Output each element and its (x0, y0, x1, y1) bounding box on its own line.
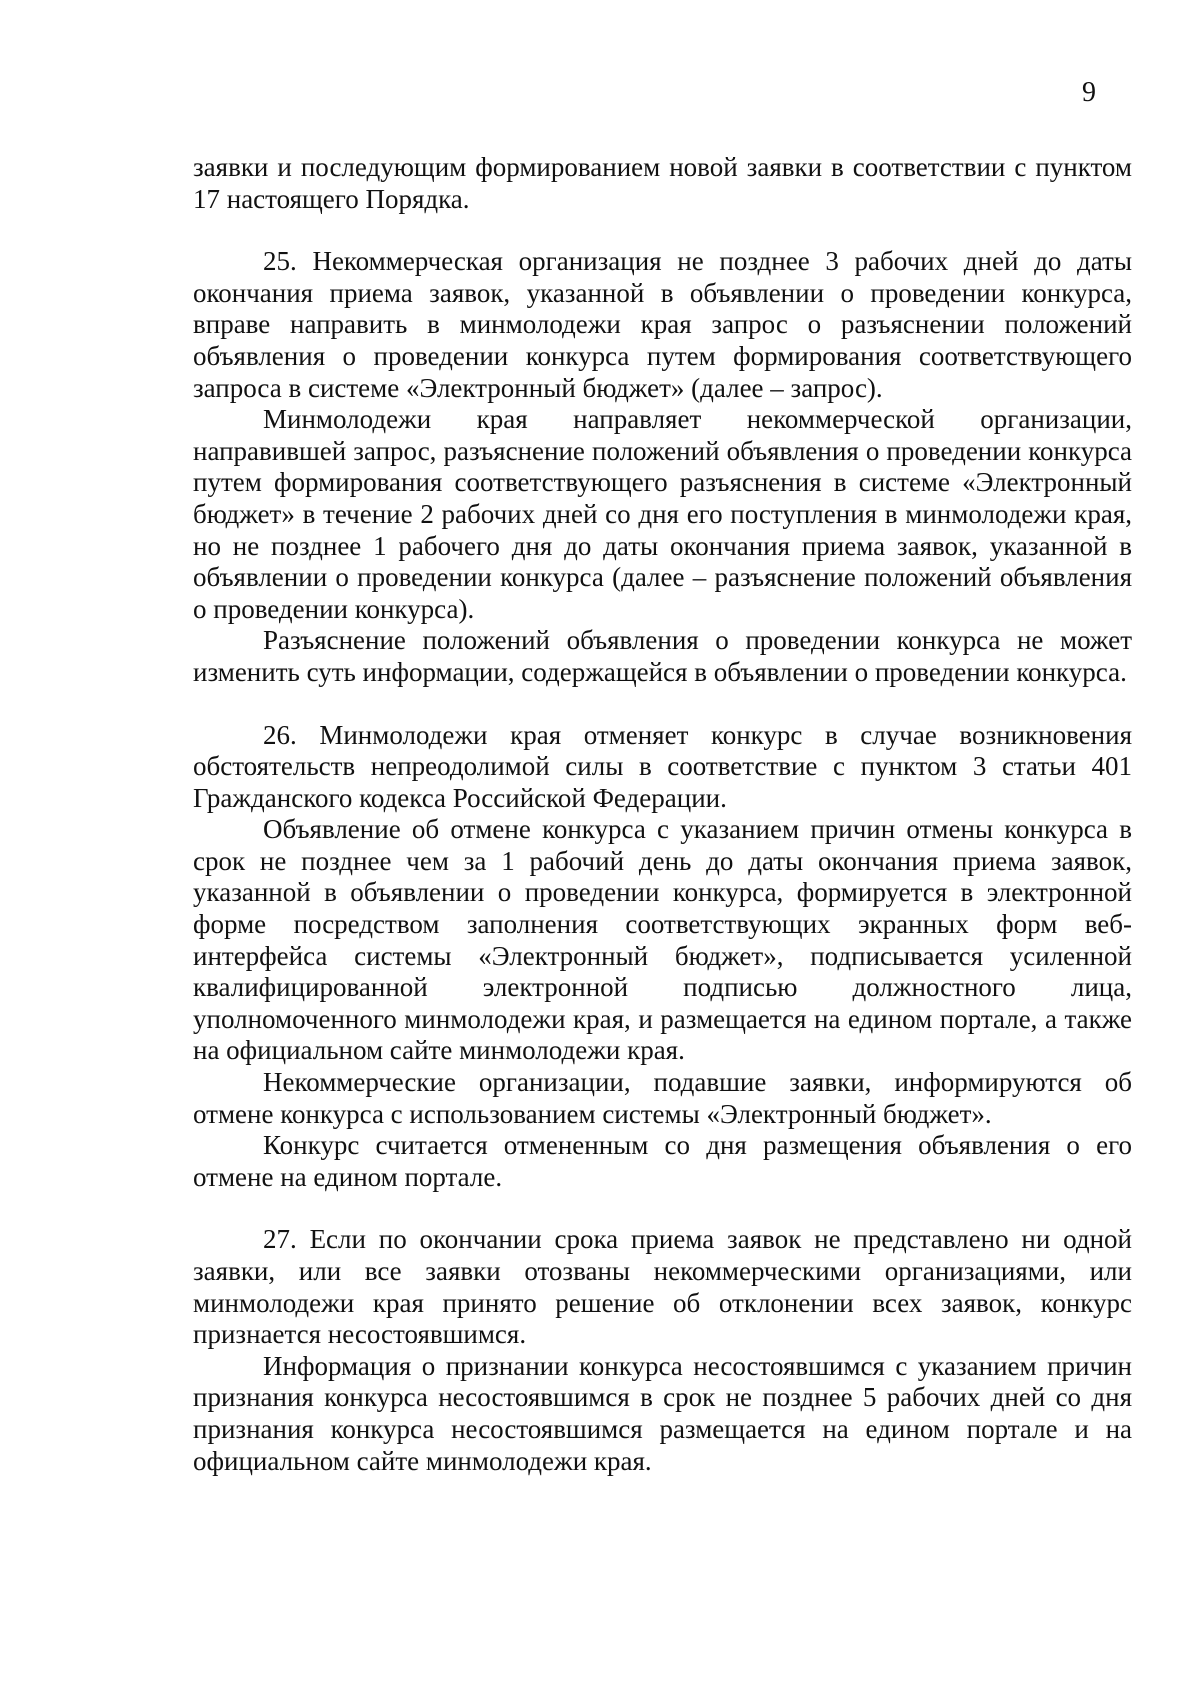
paragraph-continuation: заявки и последующим формированием новой заявки в соответствии с пунктом 17 настоящего Порядка. (193, 152, 1132, 214)
paragraph-item-26-notification: Некоммерческие организации, подавшие заявки, информируются об отмене конкурса с использованием системы «Электронный бюджет». (193, 1067, 1132, 1129)
paragraph-item-27-information: Информация о признании конкурса несостоявшимся с указанием причин признания конкурса несостоявшимся в срок не позднее 5 рабочих дней со дня признания конкурса несостоявшимся размещается на едином портале и на официальном сайте минмолодежи края. (193, 1350, 1132, 1476)
paragraph-item-27: 27. Если по окончании срока приема заявок не представлено ни одной заявки, или все заявки отозваны некоммерческими организациями, или минмолодежи края принято решение об отклонении всех заявок, конкурс признается несостоявшимся. (193, 1224, 1132, 1350)
paragraph-item-26: 26. Минмолодежи края отменяет конкурс в случае возникновения обстоятельств непреодолимой силы в соответствие с пунктом 3 статьи 401 Гражданского кодекса Российской Федерации. (193, 719, 1132, 813)
paragraph-item-26-cancellation-date: Конкурс считается отмененным со дня размещения объявления о его отмене на едином портале. (193, 1130, 1132, 1192)
paragraph-item-25: 25. Некоммерческая организация не позднее 3 рабочих дней до даты окончания приема заявок, указанной в объявлении о проведении конкурса, вправе направить в минмолодежи края запрос о разъяснении положений объявления о проведении конкурса путем формирования соответствующего запроса в системе «Электронный бюджет» (далее – запрос). (193, 246, 1132, 403)
paragraph-item-25-limitation: Разъяснение положений объявления о проведении конкурса не может изменить суть информации, содержащейся в объявлении о проведении конкурса. (193, 625, 1132, 687)
paragraph-item-26-announcement: Объявление об отмене конкурса с указанием причин отмены конкурса в срок не позднее чем за 1 рабочий день до даты окончания приема заявок, указанной в объявлении о проведении конкурса, формируется в электронной форме посредством заполнения соответствующих экранных форм веб-интерфейса системы «Электронный бюджет», подписывается усиленной квалифицированной электронной подписью должностного лица, уполномоченного минмолодежи края, и размещается на едином портале, а также на официальном сайте минмолодежи края. (193, 814, 1132, 1066)
page-number: 9 (1082, 77, 1096, 108)
paragraph-item-25-clarification: Минмолодежи края направляет некоммерческой организации, направившей запрос, разъяснение положений объявления о проведении конкурса путем формирования соответствующего разъяснения в системе «Электронный бюджет» в течение 2 рабочих дней со дня его поступления в минмолодежи края, но не позднее 1 рабочего дня до даты окончания приема заявок, указанной в объявлении о проведении конкурса (далее – разъяснение положений объявления о проведении конкурса). (193, 404, 1132, 624)
document-body (193, 152, 1132, 1477)
